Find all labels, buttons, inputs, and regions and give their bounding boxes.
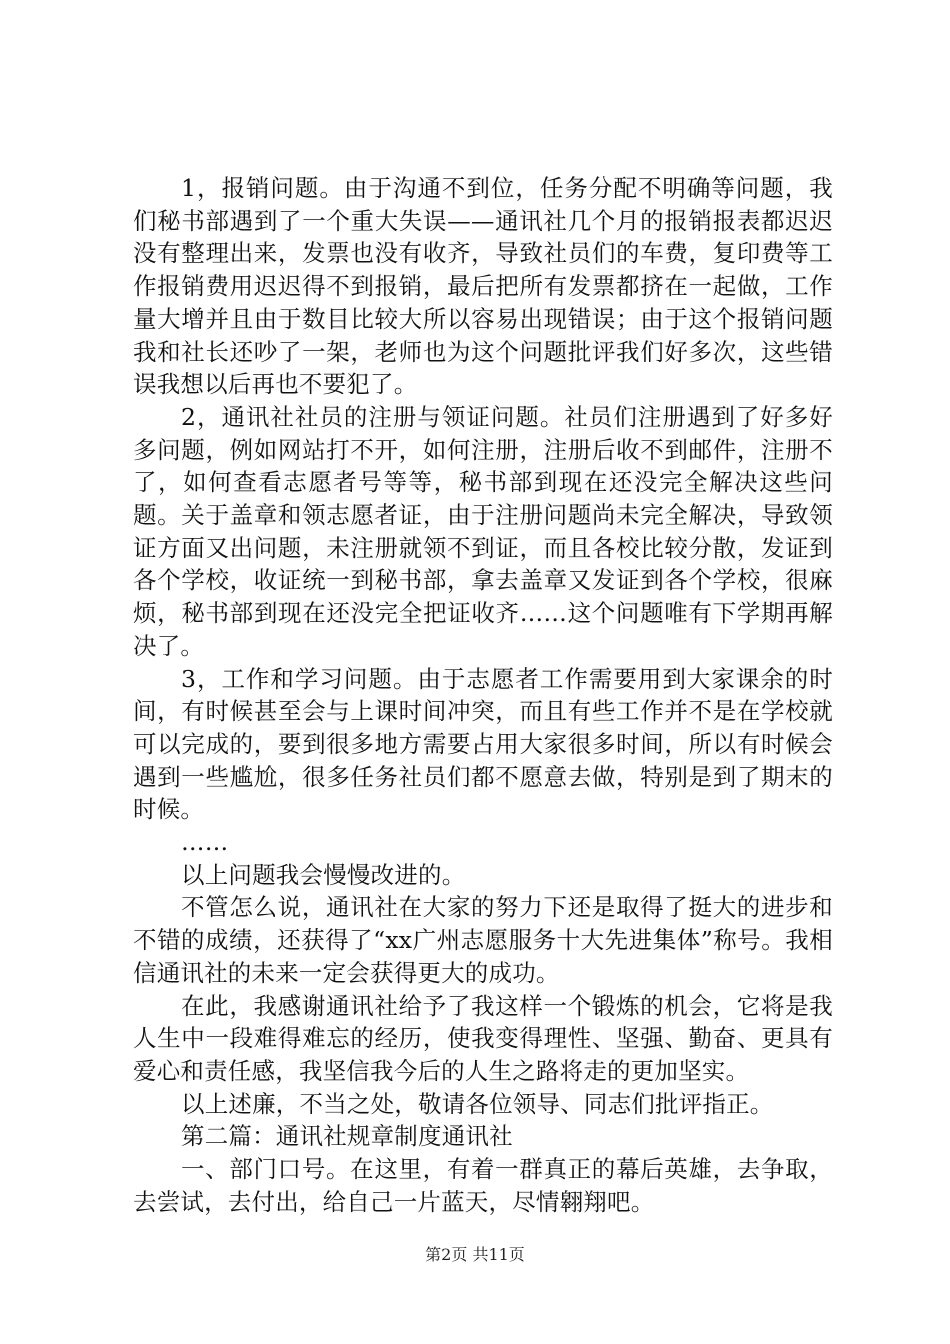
paragraph-ellipsis: …… <box>181 828 229 857</box>
paragraph-thanks: 在此，我感谢通讯社给予了我这样一个锻炼的机会，它将是我人生中一段难得难忘的经历，使我变得理性、坚强、勤奋、更具有爱心和责任感，我坚信我今后的人生之路将走的更加坚实。 <box>133 991 833 1085</box>
paragraph-department-slogan: 一、部门口号。在这里，有着一群真正的幕后英雄，去争取，去尝试，去付出，给自己一片蓝天，尽情翱翔吧。 <box>133 1155 833 1216</box>
paragraph-reimbursement-issue: 1，报销问题。由于沟通不到位，任务分配不明确等问题，我们秘书部遇到了一个重大失误——通讯社几个月的报销报表都迟迟没有整理出来，发票也没有收齐，导致社员们的车费，复印费等工作报销费用迟迟得不到报销，最后把所有发票都挤在一起做，工作量大增并且由于数目比较大所以容易出现错误；由于这个报销问题我和社长还吵了一架，老师也为这个问题批评我们好多次，这些错误我想以后再也不要犯了。 <box>133 174 833 399</box>
page-footer: 第2页 共11页 <box>425 1245 525 1264</box>
paragraph-achievements: 不管怎么说，通讯社在大家的努力下还是取得了挺大的进步和不错的成绩，还获得了“xx广州志愿服务十大先进集体”称号。我相信通讯社的未来一定会获得更大的成功。 <box>133 893 833 987</box>
document-body <box>133 172 833 1219</box>
paragraph-registration-issue: 2，通讯社社员的注册与领证问题。社员们注册遇到了好多好多问题，例如网站打不开，如何注册，注册后收不到邮件，注册不了，如何查看志愿者号等等，秘书部到现在还没完全解决这些问题。关于盖章和领志愿者证，由于注册问题尚未完全解决，导致领证方面又出问题，未注册就领不到证，而且各校比较分散，发证到各个学校，收证统一到秘书部，拿去盖章又发证到各个学校，很麻烦，秘书部到现在还没完全把证收齐……这个问题唯有下学期再解决了。 <box>133 402 833 660</box>
paragraph-work-study-issue: 3，工作和学习问题。由于志愿者工作需要用到大家课余的时间，有时候甚至会与上课时间冲突，而且有些工作并不是在学校就可以完成的，要到很多地方需要占用大家很多时间，所以有时候会遇到一些尴尬，很多任务社员们都不愿意去做，特别是到了期末的时候。 <box>133 664 833 824</box>
paragraph-closing: 以上述廉，不当之处，敬请各位领导、同志们批评指正。 <box>181 1089 774 1118</box>
paragraph-improvement: 以上问题我会慢慢改进的。 <box>181 860 466 889</box>
section-heading-part-two: 第二篇：通讯社规章制度通讯社 <box>181 1122 513 1151</box>
